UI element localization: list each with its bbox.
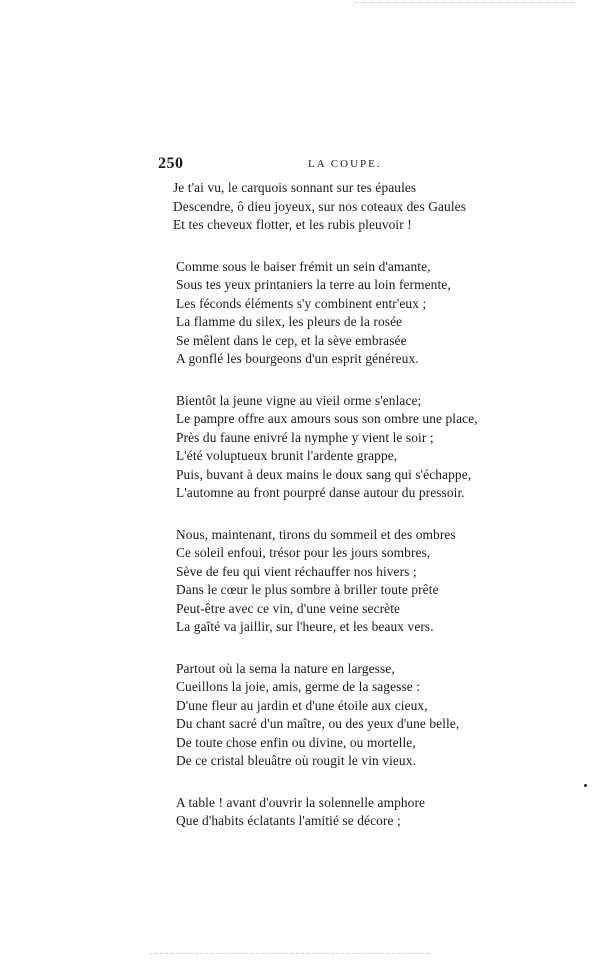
verse-line: Peut-être avec ce vin, d'une veine secrète <box>176 600 401 616</box>
stanza <box>176 794 576 831</box>
verse-line: D'une fleur au jardin et d'une étoile aux cieux, <box>176 697 428 713</box>
verse-line: La flamme du silex, les pleurs de la rosée <box>176 314 403 329</box>
verse-line: Partout où la sema la nature en largesse, <box>176 660 395 676</box>
verse-line: Sève de feu qui vient réchauffer nos hivers ; <box>176 563 417 579</box>
verse-line: Le pampre offre aux amours sous son ombre une place, <box>176 411 478 426</box>
verse-line: De ce cristal bleuâtre où rougit le vin vieux. <box>176 753 416 768</box>
verse-line: Puis, buvant à deux mains le doux sang qui s'échappe, <box>176 466 472 482</box>
stanza <box>176 258 576 369</box>
running-title: LA COUPE. <box>308 158 382 170</box>
stanza <box>176 526 576 637</box>
verse-line: Comme sous le baiser frémit un sein d'amante, <box>176 258 431 274</box>
verse-line: Les féconds éléments s'y combinent entr'eux ; <box>176 295 427 311</box>
verse-line: L'automne au front pourpré danse autour du pressoir. <box>176 485 465 500</box>
stanza <box>173 179 576 235</box>
verse-line: Je t'ai vu, le carquois sonnant sur tes épaules <box>173 180 417 195</box>
poem-body <box>173 179 576 854</box>
verse-line: Nous, maintenant, tirons du sommeil et des ombres <box>176 526 456 542</box>
verse-line: Sous tes yeux printaniers la terre au loin fermente, <box>176 277 451 292</box>
verse-line: De toute chose enfin ou divine, ou mortelle, <box>176 734 416 750</box>
stanza <box>176 392 576 503</box>
verse-line: Ce soleil enfoui, trésor pour les jours sombres, <box>176 545 431 560</box>
verse-line: La gaîté va jaillir, sur l'heure, et les beaux vers. <box>176 619 434 634</box>
verse-line: Près du faune enivré la nymphe y vient le soir ; <box>176 429 434 445</box>
page-header <box>158 155 488 177</box>
verse-line: L'été voluptueux brunit l'ardente grappe, <box>176 448 398 463</box>
verse-line: A gonflé les bourgeons d'un esprit généreux. <box>176 351 419 366</box>
verse-line: Dans le cœur le plus sombre à briller toute prête <box>176 582 439 597</box>
verse-line: Et tes cheveux flotter, et les rubis pleuvoir ! <box>173 217 412 232</box>
verse-line: Descendre, ô dieu joyeux, sur nos coteaux des Gaules <box>173 198 467 214</box>
scan-artifact-bottom <box>150 953 430 958</box>
verse-line: Que d'habits éclatants l'amitié se décore ; <box>176 813 401 828</box>
verse-line: Bientôt la jeune vigne au vieil orme s'enlace; <box>176 392 422 408</box>
verse-line: Se mêlent dans le cep, et la sève embrasée <box>176 332 407 348</box>
stanza <box>176 660 576 771</box>
verse-line: A table ! avant d'ouvrir la solennelle amphore <box>176 794 426 810</box>
verse-line: Cueillons la joie, amis, germe de la sagesse : <box>176 679 421 694</box>
verse-line: Du chant sacré d'un maître, ou des yeux d'une belle, <box>176 716 460 731</box>
page-number: 250 <box>158 155 184 172</box>
scan-artifact-top <box>355 2 575 7</box>
ink-speck <box>584 784 587 787</box>
